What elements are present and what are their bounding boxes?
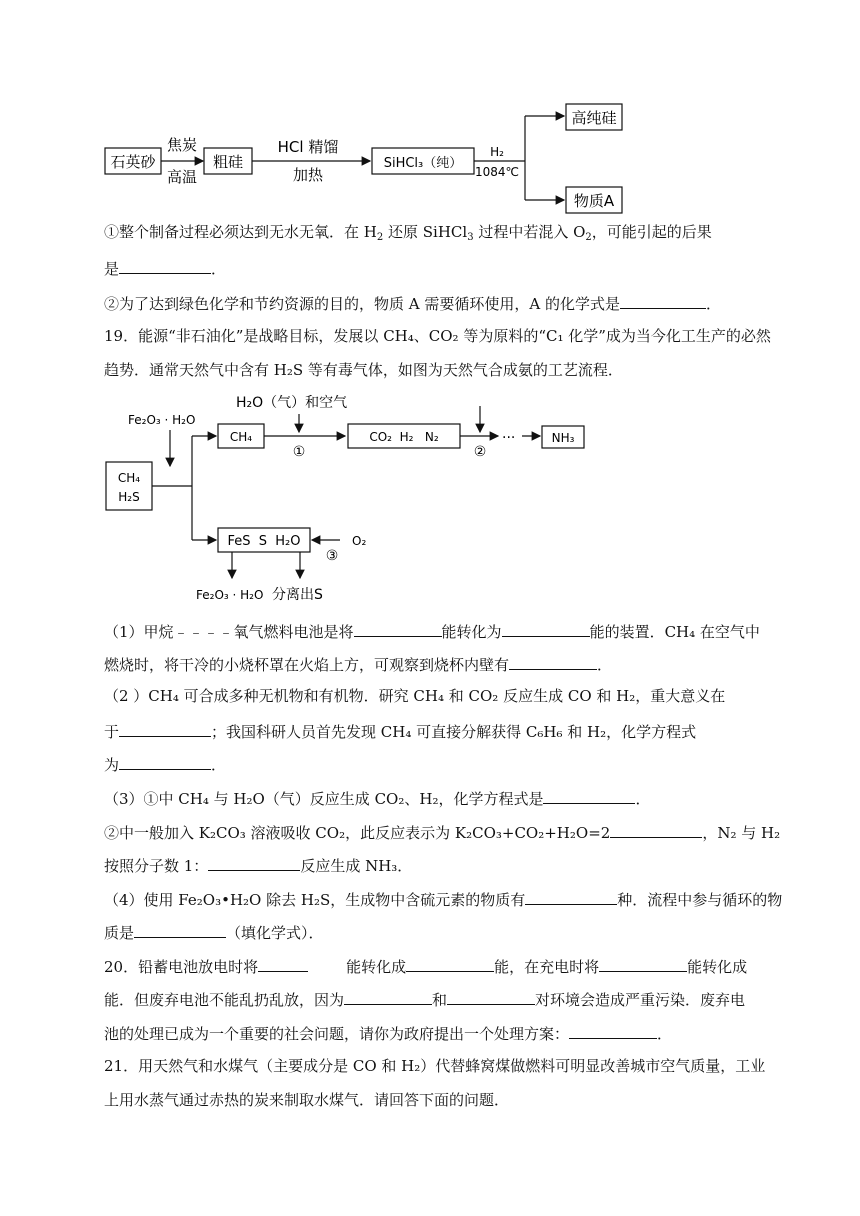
q19-sub4-line2: 质是 （填化学式）． — [104, 921, 324, 943]
answer-blank[interactable] — [354, 620, 442, 637]
q19-intro-line2: 趋势．通常天然气中含有 H₂S 等有毒气体，如图为天然气合成氨的工艺流程． — [104, 361, 623, 379]
output-fe2o3: Fe₂O₃ · H₂O — [196, 588, 264, 602]
box-quartz-sand: 石英砂 — [110, 153, 156, 171]
q20-line1: 20．铅蓄电池放电时将 能转化成 能，在充电时将 能转化成 — [104, 955, 747, 977]
q20-line3: 池的处理已成为一个重要的社会问题，请你为政府提出一个处理方案： ． — [104, 1022, 672, 1044]
box-nh3: NH₃ — [551, 431, 575, 445]
answer-blank[interactable] — [447, 988, 535, 1005]
answer-blank[interactable] — [208, 854, 300, 871]
feed-ch4: CH₄ — [117, 471, 141, 485]
cond2-bottom: 加热 — [292, 166, 324, 184]
q18-part1-line2: 是 ． — [104, 257, 226, 279]
reagent-fe2o3: Fe₂O₃ · H₂O — [128, 413, 196, 427]
cond1-top: 焦炭 — [166, 136, 198, 154]
q19-sub3-line2: ②中一般加入 K₂CO₃ 溶液吸收 CO₂，此反应表示为 K₂CO₃+CO₂+H₂O=2 ，N₂ 与 H₂ — [104, 821, 780, 843]
answer-blank[interactable] — [119, 257, 211, 274]
answer-blank[interactable] — [119, 753, 211, 770]
cond3-top: H₂ — [490, 145, 504, 159]
q19-sub3-line1: （3）①中 CH₄ 与 H₂O（气）反应生成 CO₂、H₂，化学方程式是 ． — [104, 787, 650, 809]
answer-blank[interactable] — [502, 620, 590, 637]
ammonia-flow-diagram — [100, 388, 600, 610]
answer-blank[interactable] — [509, 653, 597, 670]
q18-part2: ②为了达到绿色化学和节约资源的目的，物质 A 需要循环使用，A 的化学式是 ． — [104, 292, 721, 314]
box-co2-h2-n2: CO₂ H₂ N₂ — [369, 430, 439, 444]
answer-blank[interactable] — [569, 1022, 657, 1039]
q20-line2: 能．但废弃电池不能乱扔乱放，因为 和 对环境会造成严重污染．废弃电 — [104, 988, 745, 1010]
q19-sub1-line1: （1）甲烷﹣﹣﹣﹣氧气燃料电池是将 能转化为 能的装置．CH₄ 在空气中 — [104, 620, 760, 642]
feed-h2s: H₂S — [118, 490, 140, 504]
box-crude-silicon: 粗硅 — [212, 153, 244, 171]
step3-label: ③ — [325, 548, 339, 564]
output-separate-s: 分离出S — [272, 587, 323, 603]
answer-blank[interactable] — [119, 720, 211, 737]
cond1-bottom: 高温 — [166, 168, 198, 186]
cond3-bottom: 1084℃ — [474, 165, 520, 179]
box-substance-a: 物质A — [573, 192, 615, 210]
q21-line1: 21．用天然气和水煤气（主要成分是 CO 和 H₂）代替蜂窝煤做燃料可明显改善城市空气质量，工业 — [104, 1057, 766, 1075]
silicon-flow-diagram — [100, 100, 640, 220]
step2-label: ② — [473, 444, 487, 460]
box-sihcl3: SiHCl₃（纯） — [383, 156, 463, 171]
q19-sub3-line3: 按照分子数 1： 反应生成 NH₃． — [104, 854, 412, 876]
answer-blank[interactable] — [134, 921, 226, 938]
q19-sub2-line3: 为 ． — [104, 753, 226, 775]
answer-blank[interactable] — [599, 955, 687, 972]
q19-sub4-line1: （4）使用 Fe₂O₃•H₂O 除去 H₂S，生成物中含硫元素的物质有 种．流程中参与循环的物 — [104, 888, 782, 910]
box-pure-silicon: 高纯硅 — [571, 109, 617, 127]
q21-line2: 上用水蒸气通过赤热的炭来制取水煤气．请回答下面的问题． — [104, 1091, 510, 1109]
q19-sub2-line2: 于 ；我国科研人员首先发现 CH₄ 可直接分解获得 C₆H₆ 和 H₂，化学方程式 — [104, 720, 696, 742]
answer-blank[interactable] — [406, 955, 494, 972]
ellipsis: ··· — [502, 430, 516, 446]
air-label: H₂O（气）和空气 — [236, 395, 348, 411]
q19-sub2-line1: （2 ）CH₄ 可合成多种无机物和有机物．研究 CH₄ 和 CO₂ 反应生成 CO 和 H₂，重大意义在 — [104, 687, 726, 705]
q19-intro-line1: 19．能源“非石油化”是战略目标，发展以 CH₄、CO₂ 等为原料的“C₁ 化学”成为当今化工生产的必然 — [104, 327, 771, 345]
answer-blank[interactable] — [543, 787, 635, 804]
o2-label: O₂ — [352, 534, 367, 548]
answer-blank[interactable] — [610, 821, 702, 838]
box-fes-s-h2o: FeS S H₂O — [227, 534, 301, 549]
step1-label: ① — [292, 444, 306, 460]
box-ch4: CH₄ — [229, 430, 253, 444]
answer-blank[interactable] — [620, 292, 706, 309]
q19-sub1-line2: 燃烧时，将干冷的小烧杯罩在火焰上方，可观察到烧杯内壁有 ． — [104, 653, 612, 675]
q18-part1-line1: ①整个制备过程必须达到无水无氧．在 $H_2$ 还原 SiHCl$_3$ 过程中若混入 $O_2$，可能引起的后果 — [104, 223, 712, 243]
answer-blank[interactable] — [344, 988, 432, 1005]
answer-blank[interactable] — [525, 888, 617, 905]
cond2-top: HCl 精馏 — [277, 138, 339, 156]
answer-blank[interactable] — [258, 955, 308, 972]
